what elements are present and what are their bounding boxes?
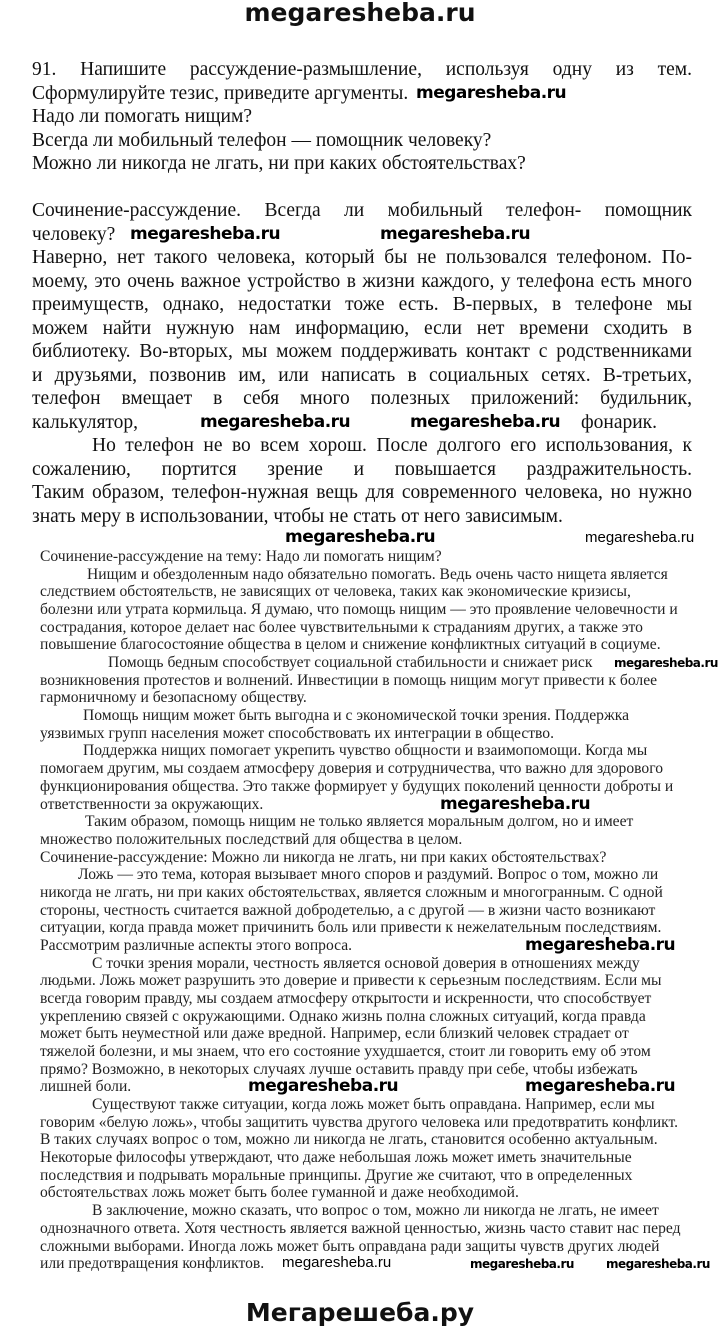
essay-line: помогаем другим, мы создаем атмосферу доверия и сотрудничества, что важно для здорового [40,760,664,778]
essay-heading: Сочинение-рассуждение. Всегда ли мобильный телефон- помощник [32,200,692,221]
essay-line: людьми. Ложь может разрушить это доверие и привести к серьезным последствиям. Если мы [40,972,662,990]
essay-line: библиотеку. Во-вторых, мы можем поддерживать контакт с родственниками [32,341,692,362]
essay-line: Наверно, нет такого человека, который бы не пользовался телефоном. По- [32,247,692,268]
essay-line: уязвимых групп населения может способствовать их интеграции в общество. [40,724,555,742]
essay-line: говорим «белую ложь», чтобы защитить чувства другого человека или предотвратить конфликт. [40,1113,679,1131]
essay-line: тяжелой болезни, и мы знаем, что его состояние ухудшается, стоит ли говорить ему об этом [40,1043,651,1061]
essay-line: никогда не лгать, ни при каких обстоятельствах, является сложным и многогранным. С одной [40,883,663,901]
essay-line: Некоторые философы утверждают, что даже небольшая ложь может иметь значительные [40,1149,632,1167]
watermark: megaresheba.ru [410,411,561,432]
watermark: megaresheba.ru [130,223,281,244]
watermark: megaresheba.ru [585,529,695,546]
essay-line: Таким образом, телефон-нужная вещь для современного человека, но нужно [32,482,692,503]
essay-line: Нищим и обездоленным надо обязательно помогать. Ведь очень часто нищета является [87,565,668,583]
essay-line: сожалению, портится зрение и повышается раздражительность. [32,458,692,480]
watermark: megaresheba.ru [282,1254,392,1271]
essay-line: Рассмотрим различные аспекты этого вопроса. [40,936,353,954]
essay-line: В таких случаях вопрос о том, можно ли никогда не лгать, становится особенно актуальным. [40,1131,658,1149]
essay-line: Поддержка нищих помогает укрепить чувство общности и взаимопомощи. Когда мы [83,742,648,760]
essay-line: калькулятор, [32,411,139,433]
task-line: Всегда ли мобильный телефон — помощник человеку? [32,129,492,151]
essay-line: лишней боли. [40,1078,132,1096]
essay-line: прямо? Возможно, в некоторых случаях лучше оставить правду при себе, чтобы избежать [40,1060,638,1078]
watermark: megaresheba.ru [525,935,676,955]
essay-line: Но телефон не во всем хорош. После долгого его использования, к [92,435,692,456]
essay-line: обстоятельствах ложь может быть более гуманной и даже необходимой. [40,1184,519,1202]
watermark: megaresheba.ru [525,1076,676,1096]
watermark: megaresheba.ru [440,794,591,814]
essay-line: возникновения протестов и волнений. Инвестиции в помощь нищим могут привести к более [40,671,658,689]
essay-line-tail: фонарик. [581,411,658,433]
essay-line: ситуации, когда правда может причинить боль или привести к нежелательным последствиям. [40,919,662,937]
essay-line: можем найти нужную нам информацию, если нет времени сходить в [32,317,692,339]
essay-line: С точки зрения морали, честность является основой доверия в отношениях между [92,954,640,972]
task-line: Сформулируйте тезис, приведите аргументы. [32,82,409,104]
essay-line: всегда говорим правду, мы создаем атмосферу открытости и искренности, что способствует [40,990,652,1007]
essay-line: преимуществ, однако, недостатки тоже есть. В-первых, в телефоне мы [32,294,692,315]
essay-line: может быть неуместной или даже вредной. Например, если близкий человек страдает от [40,1025,629,1043]
essay-line: Существуют также ситуации, когда ложь может быть оправдана. Например, если мы [92,1096,655,1114]
essay-line: В заключение, можно сказать, что вопрос о том, можно ли никогда не лгать, не имеет [92,1202,659,1220]
task-line: Можно ли никогда не лгать, ни при каких обстоятельствах? [32,153,526,174]
essay-line: стороны, честность считается важной добродетелью, а с другой — в жизни часто возникают [40,901,656,919]
essay-line: моему, это очень важное устройство в жизни каждого, у телефона есть много [32,270,692,292]
task-line: Надо ли помогать нищим? [32,106,252,127]
essay-line: и друзьями, позвонив им, или написать в социальных сетях. В-третьих, [32,364,692,386]
watermark: megaresheba.ru [470,1257,574,1271]
essay-line: функционирования общества. Это также формирует у будущих поколений ценности доброты и [40,777,674,795]
essay-line: последствия и подрывать моральные принципы. Другие же считают, что в определенных [40,1166,633,1184]
essay-line: укреплению связей с окружающими. Однако жизнь полна сложных ситуаций, когда правда [40,1007,646,1025]
essay-heading: Сочинение-рассуждение на тему: Надо ли помогать нищим? [40,548,442,565]
essay-heading: Сочинение-рассуждение: Можно ли никогда не лгать, ни при каких обстоятельствах? [40,848,607,866]
essay-line: однозначного ответа. Хотя честность является важной ценностью, жизнь часто ставит нас перед [40,1219,681,1237]
essay-line: болезни или утрата кормильца. Я думаю, что помощь нищим — это проявление человечности и [40,601,678,619]
site-header-watermark: megaresheba.ru [244,0,476,27]
essay-line: Ложь — это тема, которая вызывает много споров и раздумий. Вопрос о том, можно ли [78,866,659,884]
site-footer-watermark: Мегарешеба.ру [245,1298,475,1327]
essay-line: сложными выборами. Иногда ложь может быть оправдана ради защиты чувств других людей [40,1237,660,1255]
watermark: megaresheba.ru [380,223,531,244]
essay-line: или предотвращения конфликтов. [40,1255,265,1273]
watermark: megaresheba.ru [200,411,351,432]
essay-line: повышение благосостояние общества в целом и снижение конфликтных ситуаций в социуме. [40,636,661,654]
essay-line: сострадания, которое делает нас более чувствительными к страданиям других, а также это [40,618,643,636]
watermark: megaresheba.ru [248,1076,399,1096]
watermark: megaresheba.ru [285,527,436,547]
watermark: megaresheba.ru [614,656,718,670]
task-title: 91. Напишите рассуждение-размышление, используя одну из тем. [32,59,692,80]
essay-line: ответственности за окружающих. [40,795,264,813]
essay-line: множество положительных последствий для общества в целом. [40,830,463,848]
watermark: megaresheba.ru [416,82,567,103]
essay-line: гармоничному и безопасному обществу. [40,689,307,707]
essay-line: человеку? [32,223,116,245]
watermark: megaresheba.ru [606,1257,710,1271]
essay-line: Помощь нищим может быть выгодна и с экономической точки зрения. Поддержка [83,707,629,725]
essay-line: следствием обстоятельств, не зависящих от человека, таких как экономические кризисы, [40,583,631,601]
essay-line: телефон вмещает в себя много полезных приложений: будильник, [32,388,692,409]
essay-line: знать меру в использовании, чтобы не стать от него зависимым. [32,505,563,527]
essay-line: Таким образом, помощь нищим не только является моральным долгом, но и имеет [85,813,634,831]
essay-line: Помощь бедным способствует социальной стабильности и снижает риск [108,654,593,672]
